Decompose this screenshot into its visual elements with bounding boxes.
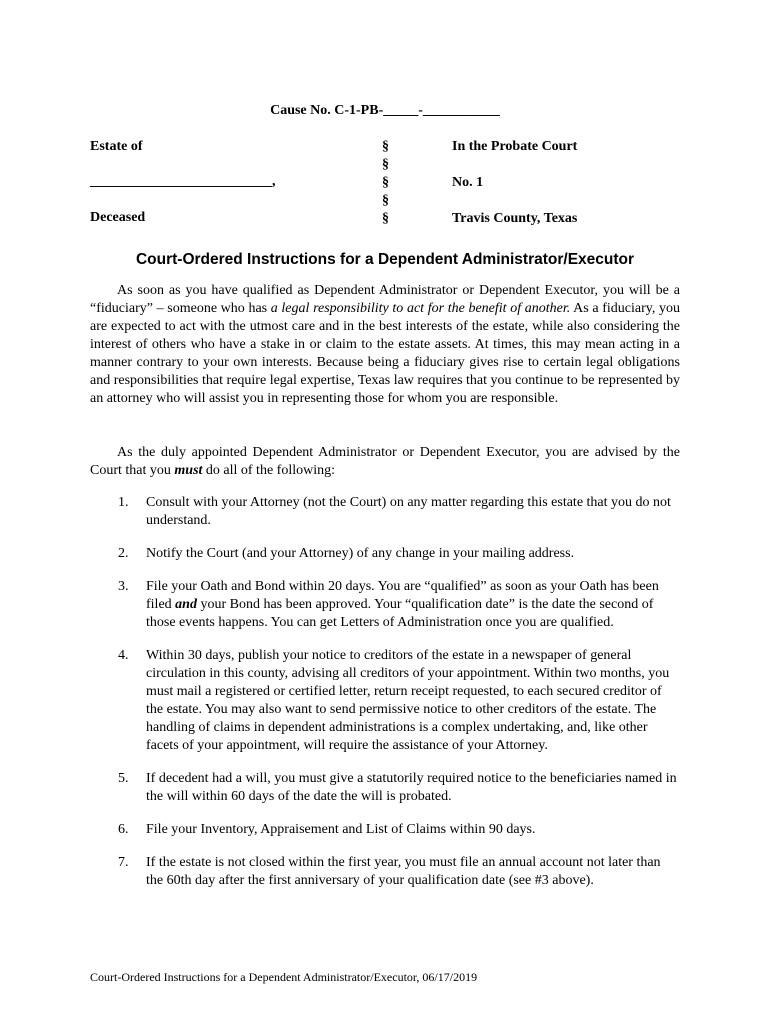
- section-mark: §: [382, 193, 389, 208]
- list-item: [90, 494, 680, 530]
- document-title: Court-Ordered Instructions for a Dependent Administrator/Executor: [135, 251, 635, 268]
- item-number: 2.: [118, 546, 129, 561]
- intro-emphasis: a legal responsibility to act for the benefit of another.: [270, 301, 571, 316]
- item-number: 1.: [118, 495, 129, 510]
- intro-text: As a fiduciary, you are expected to act with the utmost care and in the best interests of the estate, while also considering the interest of others who have a stake in or claim to the estate assets. At times, this may mean acting in a manner contrary to your own interests. Because being a fiduciary gives rise to certain legal obligations and responsibilities that require legal expertise, Texas law requires that you continue to be represented by an attorney who will assist you in representing those for whom you are responsible.: [90, 301, 680, 406]
- item-text: Notify the Court (and your Attorney) of any change in your mailing address.: [146, 546, 575, 561]
- court-name: In the Probate Court: [452, 139, 578, 154]
- item-number: 3.: [118, 579, 129, 594]
- cause-number: Cause No. C-1-PB-_____-___________: [270, 103, 500, 118]
- page-footer: Court-Ordered Instructions for a Dependent Administrator/Executor, 06/17/2019: [90, 970, 478, 984]
- item-text: Consult with your Attorney (not the Court) on any matter regarding this estate that you do not understand.: [146, 495, 671, 528]
- section-mark: §: [382, 157, 389, 172]
- intro-text: As the duly appointed Dependent Administrator or Dependent Executor, you are advised by the Court that you: [90, 445, 680, 478]
- decedent-name-line: __________________________,: [90, 174, 276, 189]
- intro-text: As soon as you have qualified as Dependent Administrator or Dependent Executor, you will be a “fiduciary” – someone who has: [90, 283, 680, 316]
- instruction-list: [90, 494, 680, 905]
- intro-paragraph-2: [90, 444, 680, 480]
- item-text-part: File your Oath and Bond within 20 days. You are “qualified” as soon as your Oath has been filed: [146, 579, 659, 612]
- and-emphasis: and: [175, 597, 197, 612]
- must-emphasis: must: [174, 463, 203, 478]
- item-number: 4.: [118, 648, 129, 663]
- section-mark: §: [382, 211, 389, 226]
- item-text: File your Inventory, Appraisement and List of Claims within 90 days.: [146, 822, 536, 837]
- item-number: 7.: [118, 855, 129, 870]
- list-item: [90, 578, 680, 632]
- county-name: Travis County, Texas: [452, 211, 578, 226]
- list-item: [90, 545, 680, 563]
- item-text-part: your Bond has been approved. Your “qualification date” is the date the second of those events happens. You can get Letters of Administration once you are qualified.: [146, 597, 654, 630]
- section-mark: §: [382, 175, 389, 190]
- item-text: Within 30 days, publish your notice to creditors of the estate in a newspaper of general circulation in this county, advising all creditors of your appointment. Within two months, you must mail a registered or certified letter, return receipt requested, to each secured creditor of the estate. You may also want to send permissive notice to other creditors of the estate. The handling of claims in dependent administrations is a complex undertaking, and, like other facets of your appointment, will require the assistance of your Attorney.: [146, 648, 670, 753]
- intro-text: do all of the following:: [202, 463, 335, 478]
- item-number: 6.: [118, 822, 129, 837]
- item-text: If decedent had a will, you must give a statutorily required notice to the beneficiaries named in the will within 60 days of the date the will is probated.: [146, 771, 677, 804]
- item-number: 5.: [118, 771, 129, 786]
- deceased-label: Deceased: [90, 210, 146, 225]
- item-text: If the estate is not closed within the first year, you must file an annual account not later than the 60th day after the first anniversary of your qualification date (see #3 above).: [146, 855, 661, 888]
- list-item: [90, 647, 680, 755]
- list-item: [90, 854, 680, 890]
- estate-of-label: Estate of: [90, 139, 143, 154]
- section-mark: §: [382, 139, 389, 154]
- court-number: No. 1: [452, 175, 484, 190]
- list-item: [90, 821, 680, 839]
- item-text: [144, 578, 680, 632]
- list-item: [90, 770, 680, 806]
- intro-paragraph-1: [90, 282, 680, 408]
